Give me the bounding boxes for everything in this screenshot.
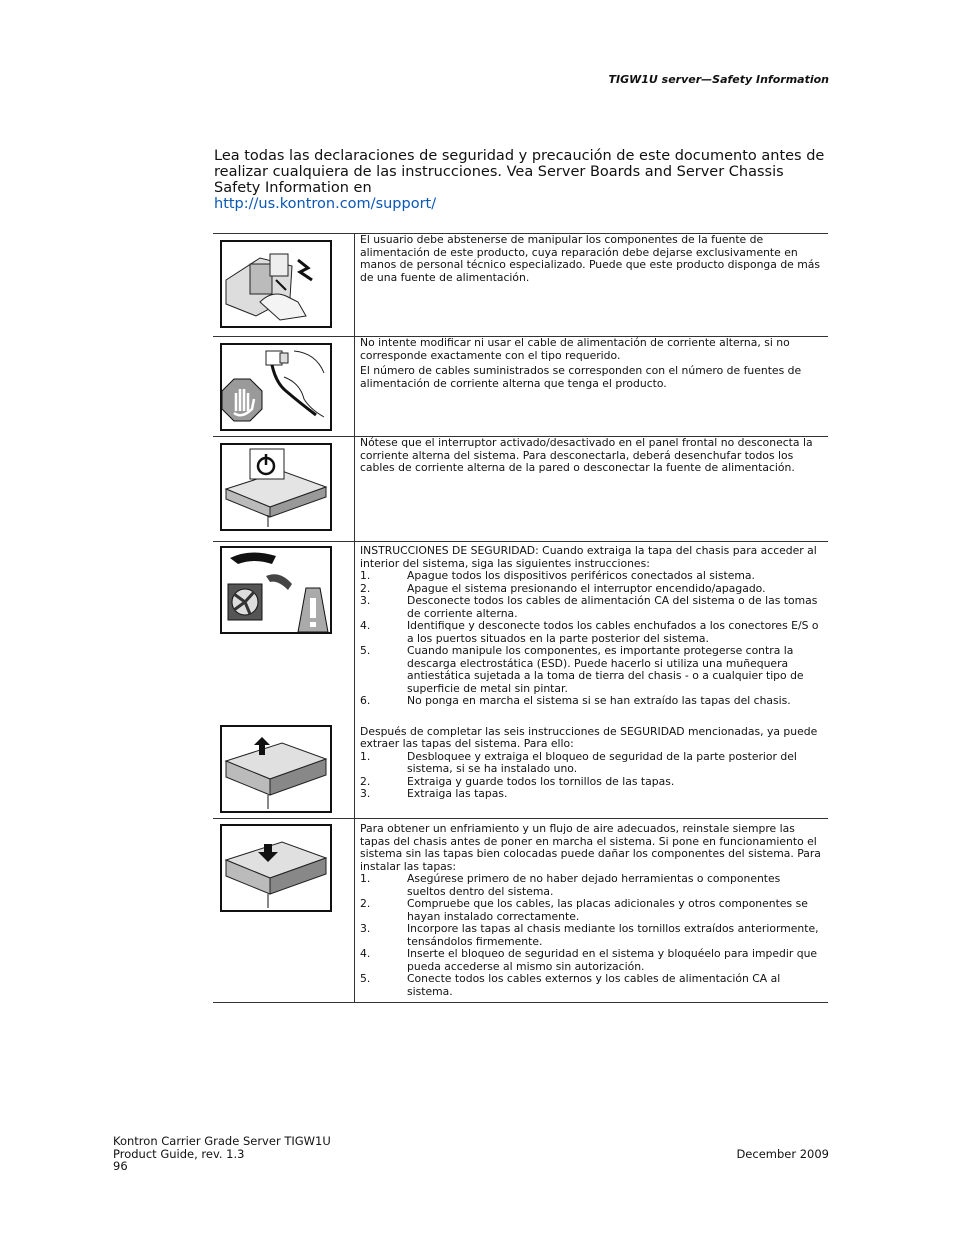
- warning-text: El usuario debe abstenerse de manipular los componentes de la fuente de alimentación de este producto, cuya reparación debe dejarse exclusivamente en manos de personal técnico especializado. Puede que este producto disponga de más de una fuente de alimentación.: [360, 233, 821, 284]
- footer-left: [113, 1135, 331, 1173]
- text-cell: [355, 819, 829, 1003]
- list-item: 5. Conecte todos los cables externos y los cables de alimentación CA al sistema.: [360, 972, 781, 998]
- icon-cell: [213, 542, 355, 819]
- footer-date: December 2009: [736, 1147, 829, 1161]
- running-header: TIGW1U server—Safety Information: [608, 73, 829, 86]
- safety-warning-icon: [220, 546, 332, 634]
- list-item: 5. Cuando manipule los componentes, es importante protegerse contra la descarga electrostática (ESD). Puede hacerlo si utiliza una muñequera antiestática sujetada a la toma de tierra del chasis - o a cualquier tipo de superficie de metal sin pintar.: [360, 644, 804, 695]
- list-item: 4. Identifique y desconecte todos los cables enchufados a los conectores E/S o a los puertos situados en la parte posterior del sistema.: [360, 619, 819, 645]
- cover-install-steps-list: [360, 873, 822, 998]
- table-row: [213, 337, 828, 437]
- cover-removal-steps-list: [360, 751, 822, 801]
- page-number: 96: [113, 1159, 128, 1173]
- intro-text: Lea todas las declaraciones de seguridad y precaución de este documento antes de realizar cualquiera de las instrucciones. Vea Server Boards and Server Chassis Safety Information en: [214, 148, 825, 196]
- icon-cell: [213, 437, 355, 542]
- table-row: [213, 542, 828, 819]
- list-item: 2. Extraiga y guarde todos los tornillos de las tapas.: [360, 774, 675, 788]
- intro-paragraph: [214, 148, 834, 212]
- list-item: 1. Desbloquee y extraiga el bloqueo de seguridad de la parte posterior del sistema, si se ha instalado uno.: [360, 749, 797, 775]
- warning-text: Nótese que el interruptor activado/desactivado en el panel frontal no desconecta la corriente alterna del sistema. Para desconectarla, deberá desenchufar todos los cables de corriente alterna de la pared o desconectar la fuente de alimentación.: [360, 436, 813, 474]
- footer-product: Kontron Carrier Grade Server TIGW1U: [113, 1134, 331, 1148]
- list-item: 4. Inserte el bloqueo de seguridad en el sistema y bloquéelo para impedir que pueda accederse al mismo sin autorización.: [360, 947, 818, 973]
- safety-instructions-intro: INSTRUCCIONES DE SEGURIDAD: Cuando extraiga la tapa del chasis para acceder al interior del sistema, siga las siguientes instrucciones:: [360, 544, 817, 570]
- safety-table: [213, 233, 828, 1003]
- ac-cord-stop-icon: [220, 343, 332, 431]
- list-item: 3. Extraiga las tapas.: [360, 787, 508, 800]
- icon-cell: [213, 819, 355, 1003]
- chassis-cover-install-icon: [220, 824, 332, 912]
- icon-cell: [213, 234, 355, 337]
- table-row: [213, 437, 828, 542]
- text-cell: [355, 542, 829, 819]
- text-cell: [355, 337, 829, 437]
- warning-text: El número de cables suministrados se corresponden con el número de fuentes de alimentación de corriente alterna que tenga el producto.: [360, 364, 802, 390]
- list-item: 1. Asegúrese primero de no haber dejado herramientas o componentes sueltos dentro del sistema.: [360, 872, 781, 898]
- footer-guide: Product Guide, rev. 1.3: [113, 1146, 245, 1161]
- list-item: 3. Incorpore las tapas al chasis mediante los tornillos extraídos anteriormente, tensándolos firmemente.: [360, 922, 819, 948]
- table-row: [213, 819, 828, 1003]
- power-supply-shock-icon: [220, 240, 332, 328]
- icon-cell: [213, 337, 355, 437]
- list-item: 6. No ponga en marcha el sistema si se han extraído las tapas del chasis.: [360, 694, 791, 707]
- list-item: 3. Desconecte todos los cables de alimentación CA del sistema o de las tomas de corriente alterna.: [360, 594, 818, 620]
- cover-install-intro: Para obtener un enfriamiento y un flujo de aire adecuados, reinstale siempre las tapas del chasis antes de poner en marcha el sistema. Si pone en funcionamiento el sistema sin las tapas bien colocadas puede dañar los componentes del sistema. Para instalar las tapas:: [360, 822, 821, 873]
- text-cell: [355, 234, 829, 337]
- power-switch-chassis-icon: [220, 443, 332, 531]
- text-cell: [355, 437, 829, 542]
- table-row: [213, 234, 828, 337]
- list-item: 1. Apague todos los dispositivos periféricos conectados al sistema.: [360, 569, 755, 582]
- support-link[interactable]: http://us.kontron.com/support/: [214, 196, 437, 212]
- list-item: 2. Apague el sistema presionando el interruptor encendido/apagado.: [360, 581, 766, 595]
- warning-text: No intente modificar ni usar el cable de alimentación de corriente alterna, si no corresponde exactamente con el tipo requerido.: [360, 336, 790, 362]
- safety-steps-list: [360, 570, 822, 708]
- cover-removal-intro: Después de completar las seis instrucciones de SEGURIDAD mencionadas, ya puede extraer las tapas del sistema. Para ello:: [360, 724, 818, 750]
- chassis-cover-remove-icon: [220, 725, 332, 813]
- list-item: 2. Compruebe que los cables, las placas adicionales y otros componentes se hayan instalado correctamente.: [360, 897, 808, 923]
